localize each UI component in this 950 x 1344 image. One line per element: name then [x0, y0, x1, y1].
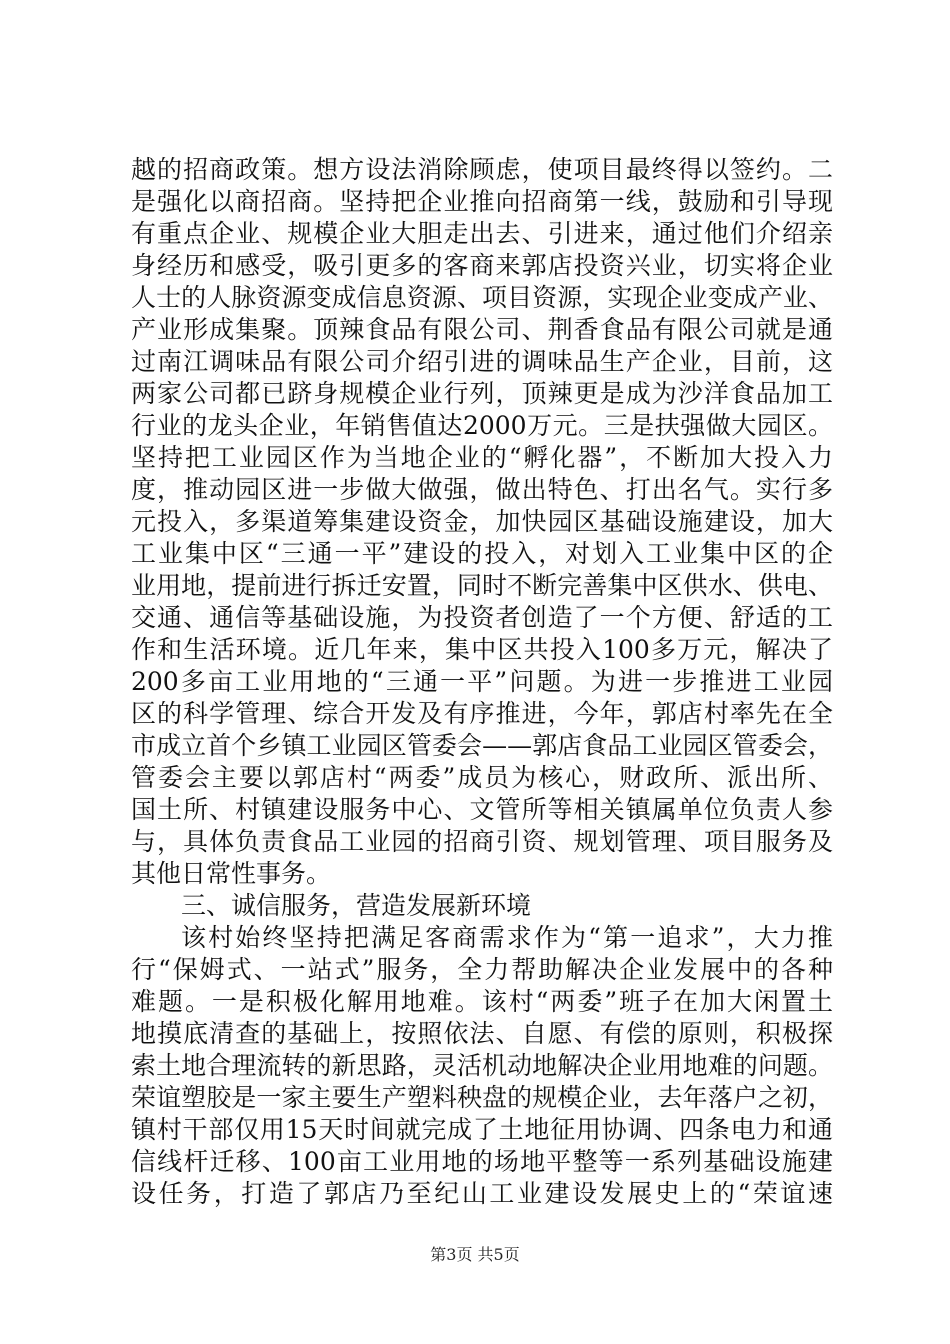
body-text — [131, 154, 833, 1210]
text-line: 管委会主要以郭店村“两委”成员为核心，财政所、派出所、 — [131, 763, 833, 792]
text-line: 业用地，提前进行拆迁安置，同时不断完善集中区供水、供电、 — [131, 571, 833, 600]
text-line: 交通、通信等基础设施，为投资者创造了一个方便、舒适的工 — [131, 603, 833, 632]
section-heading: 三、诚信服务，营造发展新环境 — [181, 891, 532, 920]
text-line: 地摸底清查的基础上，按照依法、自愿、有偿的原则，积极探 — [131, 1019, 833, 1048]
text-line: 坚持把工业园区作为当地企业的“孵化器”，不断加大投入力 — [131, 443, 833, 472]
text-line: 有重点企业、规模企业大胆走出去、引进来，通过他们介绍亲 — [131, 219, 833, 248]
page-number: 第3页 共5页 — [430, 1245, 520, 1264]
text-line: 越的招商政策。想方设法消除顾虑，使项目最终得以签约。二 — [131, 155, 833, 184]
text-line: 度，推动园区进一步做大做强，做出特色、打出名气。实行多 — [131, 475, 833, 504]
text-line: 产业形成集聚。顶辣食品有限公司、荆香食品有限公司就是通 — [131, 315, 833, 344]
text-line: 元投入，多渠道筹集建设资金，加快园区基础设施建设，加大 — [131, 507, 833, 536]
text-line: 行业的龙头企业，年销售值达2000万元。三是扶强做大园区。 — [131, 411, 833, 440]
text-line: 作和生活环境。近几年来，集中区共投入100多万元，解决了 — [131, 635, 833, 664]
text-line: 身经历和感受，吸引更多的客商来郭店投资兴业，切实将企业 — [131, 251, 833, 280]
text-line: 索土地合理流转的新思路，灵活机动地解决企业用地难的问题。 — [131, 1051, 833, 1080]
text-line: 镇村干部仅用15天时间就完成了土地征用协调、四条电力和通 — [131, 1115, 833, 1144]
text-line: 难题。一是积极化解用地难。该村“两委”班子在加大闲置土 — [131, 987, 833, 1016]
text-line: 其他日常性事务。 — [131, 859, 332, 888]
text-line: 人士的人脉资源变成信息资源、项目资源，实现企业变成产业、 — [131, 283, 833, 312]
text-line: 与，具体负责食品工业园的招商引资、规划管理、项目服务及 — [131, 827, 833, 856]
text-line: 荣谊塑胶是一家主要生产塑料秧盘的规模企业，去年落户之初， — [131, 1083, 833, 1112]
text-line: 过南江调味品有限公司介绍引进的调味品生产企业，目前，这 — [131, 347, 833, 376]
text-line: 区的科学管理、综合开发及有序推进，今年，郭店村率先在全 — [131, 699, 833, 728]
text-line: 国土所、村镇建设服务中心、文管所等相关镇属单位负责人参 — [131, 795, 833, 824]
text-line: 该村始终坚持把满足客商需求作为“第一追求”，大力推 — [181, 923, 833, 952]
text-line: 两家公司都已跻身规模企业行列，顶辣更是成为沙洋食品加工 — [131, 379, 833, 408]
text-line: 信线杆迁移、100亩工业用地的场地平整等一系列基础设施建 — [131, 1147, 833, 1176]
text-line: 200多亩工业用地的“三通一平”问题。为进一步推进工业园 — [131, 667, 833, 696]
text-line: 设任务，打造了郭店乃至纪山工业建设发展史上的“荣谊速 — [131, 1179, 833, 1208]
text-line: 市成立首个乡镇工业园区管委会——郭店食品工业园区管委会， — [131, 731, 833, 760]
text-line: 工业集中区“三通一平”建设的投入，对划入工业集中区的企 — [131, 539, 833, 568]
text-line: 行“保姆式、一站式”服务，全力帮助解决企业发展中的各种 — [131, 955, 833, 984]
text-line: 是强化以商招商。坚持把企业推向招商第一线，鼓励和引导现 — [131, 187, 833, 216]
